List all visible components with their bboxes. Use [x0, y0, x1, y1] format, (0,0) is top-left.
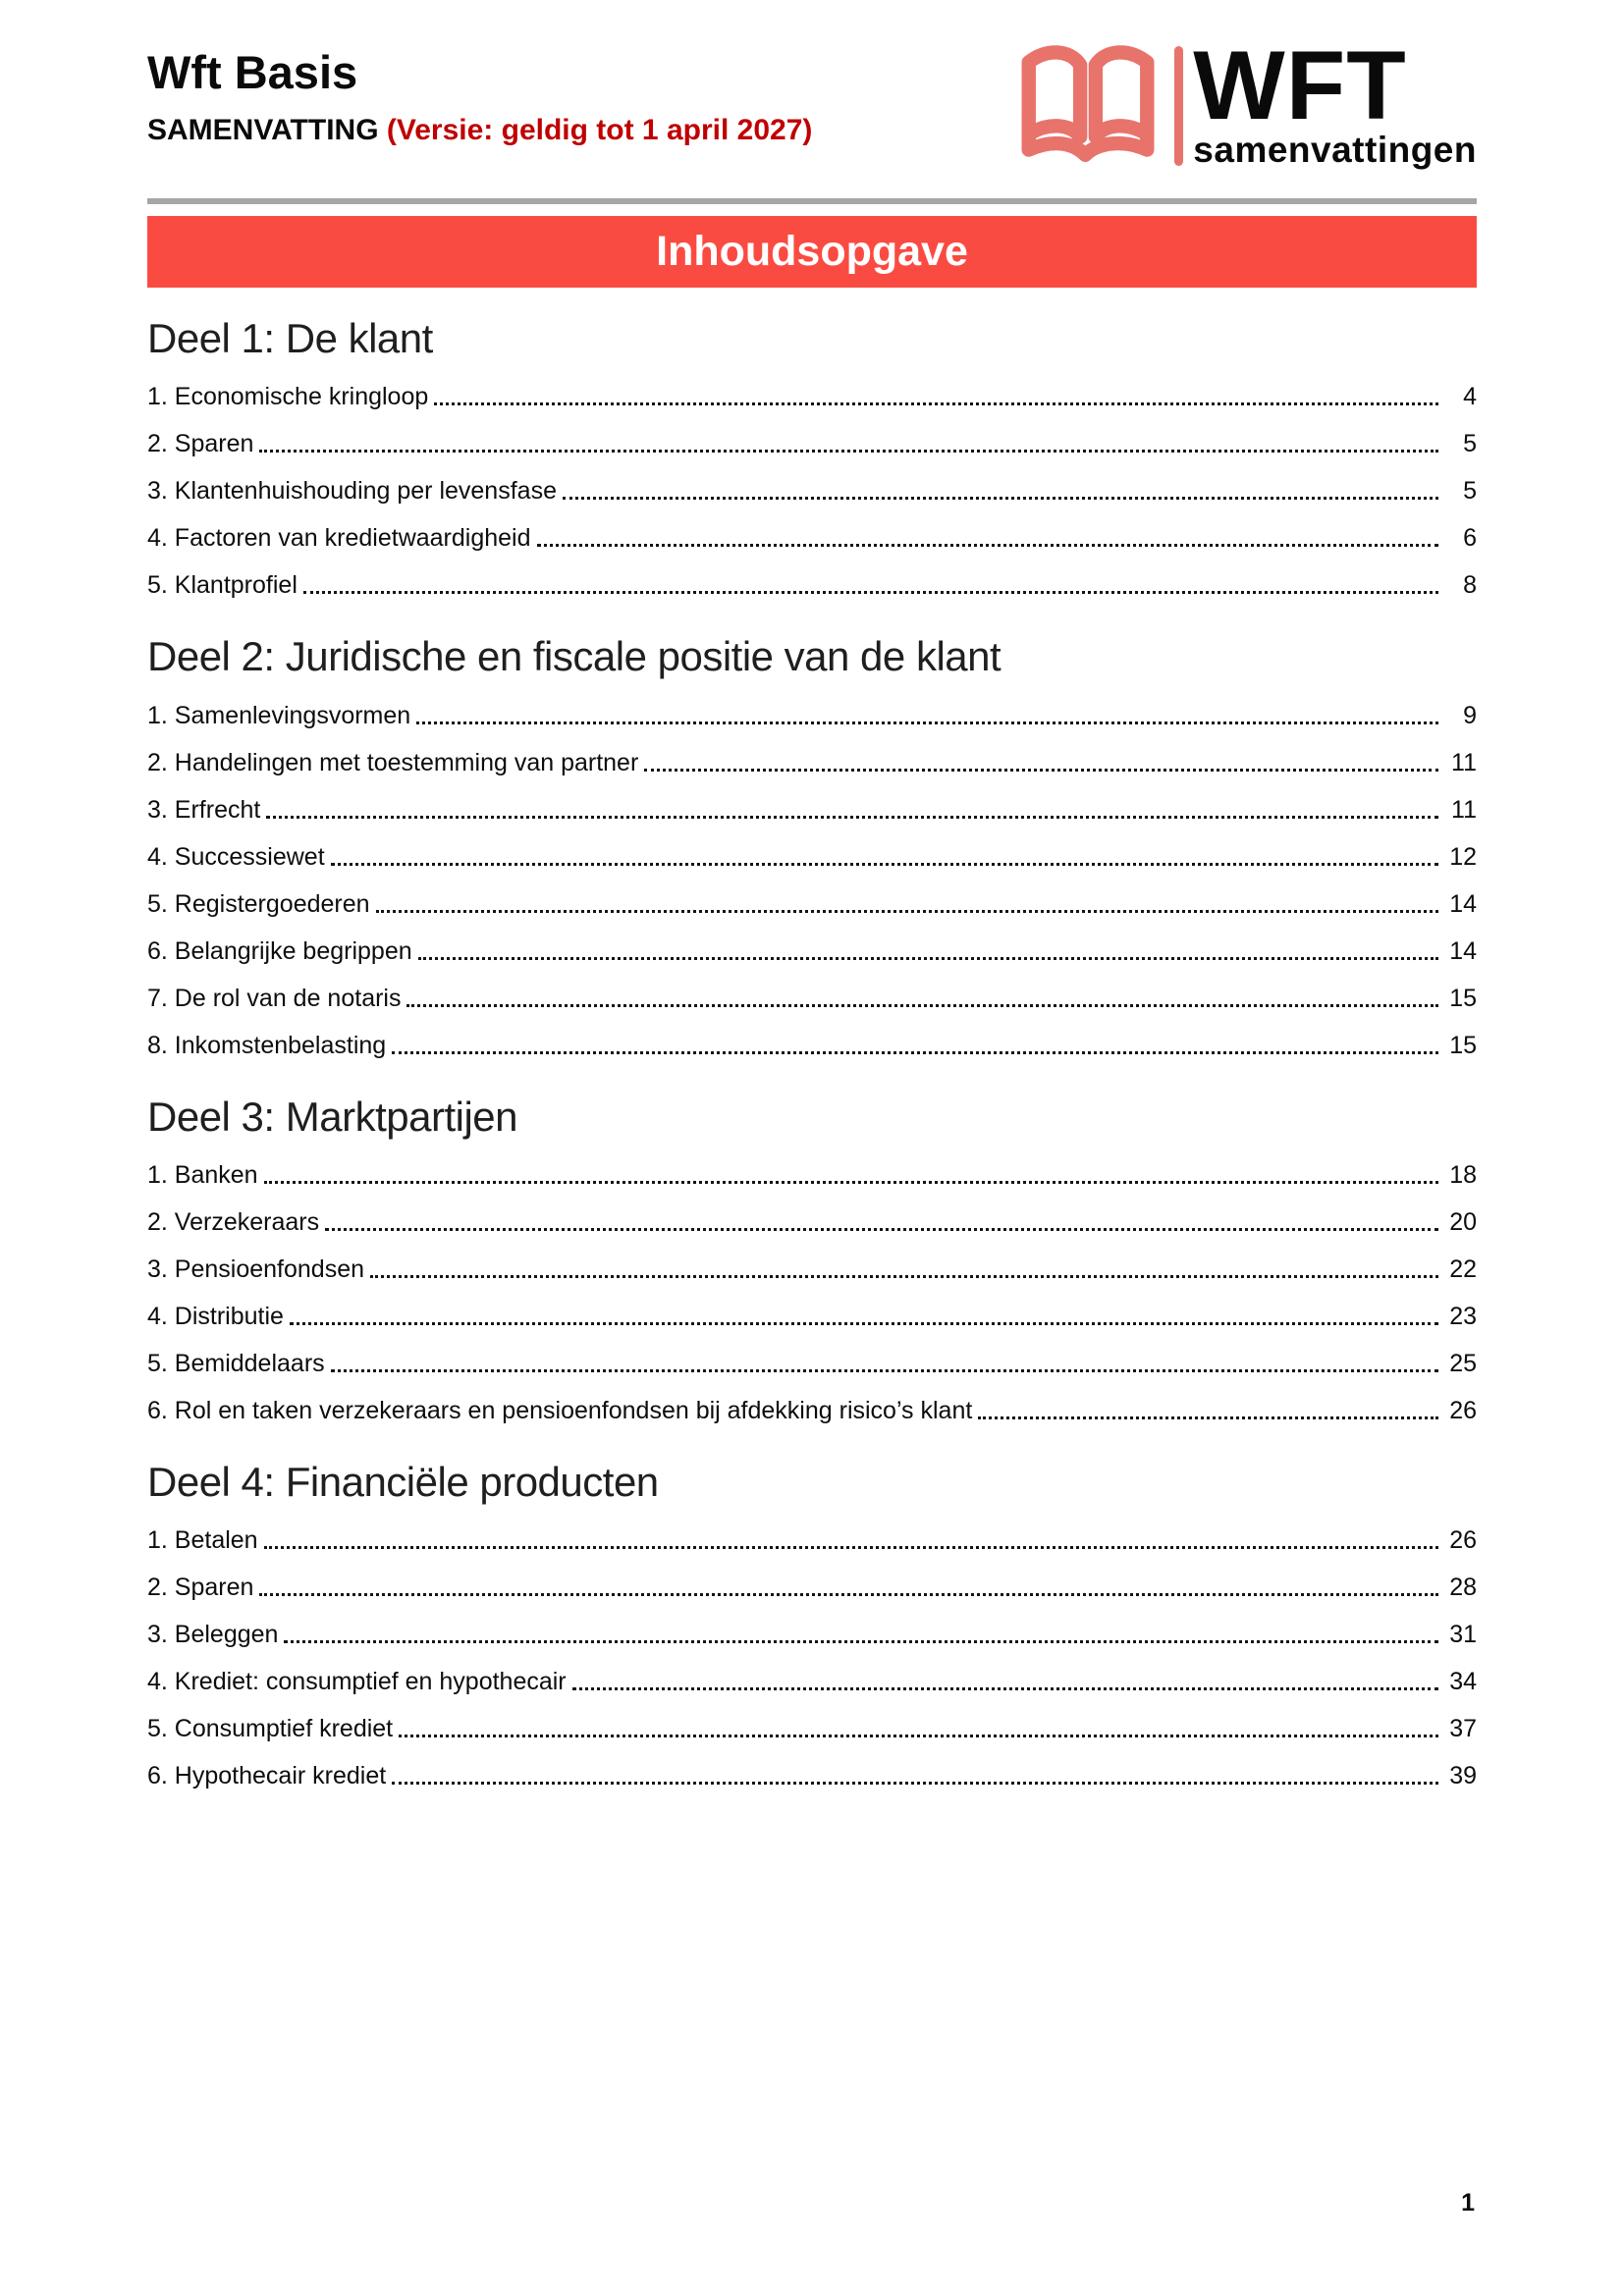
section-entries [147, 370, 1477, 606]
toc-entry-page-number: 39 [1449, 1762, 1477, 1790]
open-book-icon [1013, 41, 1163, 171]
logo-tagline: samenvattingen [1193, 130, 1477, 171]
dot-leader [259, 1593, 1438, 1596]
section-heading: Deel 3: Marktpartijen [147, 1093, 517, 1140]
toc-entry-page-number: 15 [1449, 1031, 1477, 1059]
toc-entry-page-number: 9 [1463, 701, 1477, 729]
toc-entry [147, 1290, 1477, 1337]
toc-entry [147, 830, 1477, 878]
dot-leader [331, 1369, 1438, 1372]
toc-entry-label: 2. Verzekeraars [147, 1207, 320, 1236]
toc-entry [147, 1148, 1477, 1196]
dot-leader [284, 1640, 1438, 1643]
dot-leader [259, 450, 1438, 453]
footer-page-number: 1 [1461, 2189, 1475, 2216]
toc-entry [147, 1749, 1477, 1796]
toc-entry [147, 464, 1477, 511]
toc-entry-label: 5. Klantprofiel [147, 571, 298, 600]
toc-entry-page-number: 12 [1449, 842, 1477, 871]
toc-entry [147, 736, 1477, 783]
toc-entry [147, 370, 1477, 417]
dot-leader [399, 1735, 1438, 1737]
toc-entry-page-number: 5 [1463, 477, 1477, 506]
dot-leader [290, 1322, 1438, 1325]
section-entries [147, 1514, 1477, 1796]
toc-entry [147, 1702, 1477, 1749]
toc-entry-page-number: 14 [1449, 889, 1477, 918]
toc-entry-label: 5. Consumptief krediet [147, 1715, 394, 1743]
toc-entry-page-number: 34 [1449, 1668, 1477, 1696]
toc-entry-page-number: 37 [1449, 1715, 1477, 1743]
toc-entry-page-number: 11 [1451, 795, 1477, 824]
horizontal-rule [147, 198, 1477, 204]
toc-entry [147, 417, 1477, 464]
toc-entry-page-number: 18 [1449, 1160, 1477, 1189]
toc-entry [147, 689, 1477, 736]
wft-samenvattingen-logo [1013, 30, 1477, 171]
toc-entry-label: 7. De rol van de notaris [147, 984, 402, 1012]
toc-entry [147, 559, 1477, 606]
toc-entry-page-number: 26 [1449, 1526, 1477, 1555]
toc-entry-page-number: 20 [1449, 1207, 1477, 1236]
toc-entry-page-number: 26 [1449, 1396, 1477, 1424]
dot-leader [537, 544, 1438, 547]
logo-wordmark: WFT [1193, 30, 1407, 139]
toc-section [147, 633, 1477, 1065]
toc-entry-page-number: 28 [1449, 1574, 1477, 1602]
toc-entry [147, 511, 1477, 559]
dot-leader [331, 863, 1438, 866]
toc-entry-label: 4. Factoren van kredietwaardigheid [147, 524, 531, 553]
toc-section [147, 1459, 1477, 1796]
logo-divider-bar [1174, 46, 1183, 166]
toc-entry-label: 2. Sparen [147, 1574, 254, 1602]
toc-entry-page-number: 11 [1451, 748, 1477, 776]
dot-leader [644, 769, 1438, 772]
section-heading: Deel 2: Juridische en fiscale positie van de klant [147, 633, 1001, 680]
toc-section [147, 315, 1477, 606]
toc-entry [147, 783, 1477, 830]
toc-entry [147, 1514, 1477, 1561]
section-heading: Deel 4: Financiële producten [147, 1458, 659, 1505]
section-entries [147, 689, 1477, 1066]
toc-entry-label: 3. Pensioenfondsen [147, 1255, 365, 1283]
page-header [147, 30, 1477, 171]
dot-leader [325, 1228, 1438, 1231]
toc-entry-page-number: 25 [1449, 1349, 1477, 1377]
toc-entry-label: 3. Beleggen [147, 1621, 279, 1649]
dot-leader [416, 721, 1438, 724]
dot-leader [264, 1546, 1438, 1549]
toc-section [147, 1094, 1477, 1431]
dot-leader [376, 910, 1438, 913]
dot-leader [434, 402, 1438, 405]
toc [147, 315, 1477, 1796]
toc-entry [147, 878, 1477, 925]
logo-text [1193, 30, 1477, 171]
toc-entry [147, 1243, 1477, 1290]
dot-leader [572, 1687, 1438, 1690]
dot-leader [266, 816, 1438, 819]
toc-entry-page-number: 15 [1449, 984, 1477, 1012]
subtitle-label: SAMENVATTING [147, 113, 379, 146]
toc-entry-label: 6. Hypothecair krediet [147, 1762, 387, 1790]
toc-entry-page-number: 31 [1449, 1621, 1477, 1649]
document-title: Wft Basis [147, 46, 358, 98]
toc-banner-title: Inhoudsopgave [656, 228, 968, 275]
toc-entry [147, 1655, 1477, 1702]
toc-entry-page-number: 6 [1463, 524, 1477, 553]
toc-entry-label: 4. Krediet: consumptief en hypothecair [147, 1668, 567, 1696]
section-entries [147, 1148, 1477, 1431]
toc-entry [147, 1019, 1477, 1066]
dot-leader [370, 1275, 1438, 1278]
toc-entry-label: 2. Sparen [147, 430, 254, 458]
dot-leader [392, 1782, 1438, 1785]
dot-leader [418, 957, 1438, 960]
toc-entry [147, 1337, 1477, 1384]
toc-entry-label: 4. Distributie [147, 1302, 284, 1330]
toc-entry-label: 3. Klantenhuishouding per levensfase [147, 477, 557, 506]
toc-entry-page-number: 23 [1449, 1302, 1477, 1330]
toc-entry-page-number: 22 [1449, 1255, 1477, 1283]
toc-entry-label: 1. Economische kringloop [147, 383, 429, 411]
toc-entry-label: 4. Successiewet [147, 842, 325, 871]
toc-entry-label: 1. Betalen [147, 1526, 258, 1555]
section-heading: Deel 1: De klant [147, 315, 433, 361]
dot-leader [303, 591, 1438, 594]
toc-entry [147, 972, 1477, 1019]
toc-entry-label: 5. Registergoederen [147, 889, 370, 918]
toc-entry-label: 1. Samenlevingsvormen [147, 701, 411, 729]
version-note: (Versie: geldig tot 1 april 2027) [386, 113, 813, 146]
toc-entry-label: 5. Bemiddelaars [147, 1349, 325, 1377]
toc-entry [147, 1196, 1477, 1243]
dot-leader [978, 1416, 1438, 1419]
dot-leader [392, 1051, 1438, 1054]
toc-entry-page-number: 14 [1449, 936, 1477, 965]
toc-entry [147, 1608, 1477, 1655]
dot-leader [406, 1004, 1438, 1007]
toc-entry-label: 2. Handelingen met toestemming van partner [147, 748, 639, 776]
document-subtitle [147, 114, 812, 146]
toc-entry-page-number: 8 [1463, 571, 1477, 600]
toc-entry-page-number: 5 [1463, 430, 1477, 458]
title-block [147, 41, 812, 146]
toc-entry-label: 6. Rol en taken verzekeraars en pensioenfondsen bij afdekking risico’s klant [147, 1396, 973, 1424]
toc-entry-page-number: 4 [1463, 383, 1477, 411]
dot-leader [563, 497, 1438, 500]
toc-banner [147, 216, 1477, 288]
toc-entry [147, 1561, 1477, 1608]
toc-entry-label: 6. Belangrijke begrippen [147, 936, 412, 965]
toc-entry [147, 925, 1477, 972]
toc-entry-label: 1. Banken [147, 1160, 258, 1189]
dot-leader [264, 1181, 1438, 1184]
toc-entry-label: 3. Erfrecht [147, 795, 261, 824]
toc-entry [147, 1384, 1477, 1431]
toc-entry-label: 8. Inkomstenbelasting [147, 1031, 387, 1059]
